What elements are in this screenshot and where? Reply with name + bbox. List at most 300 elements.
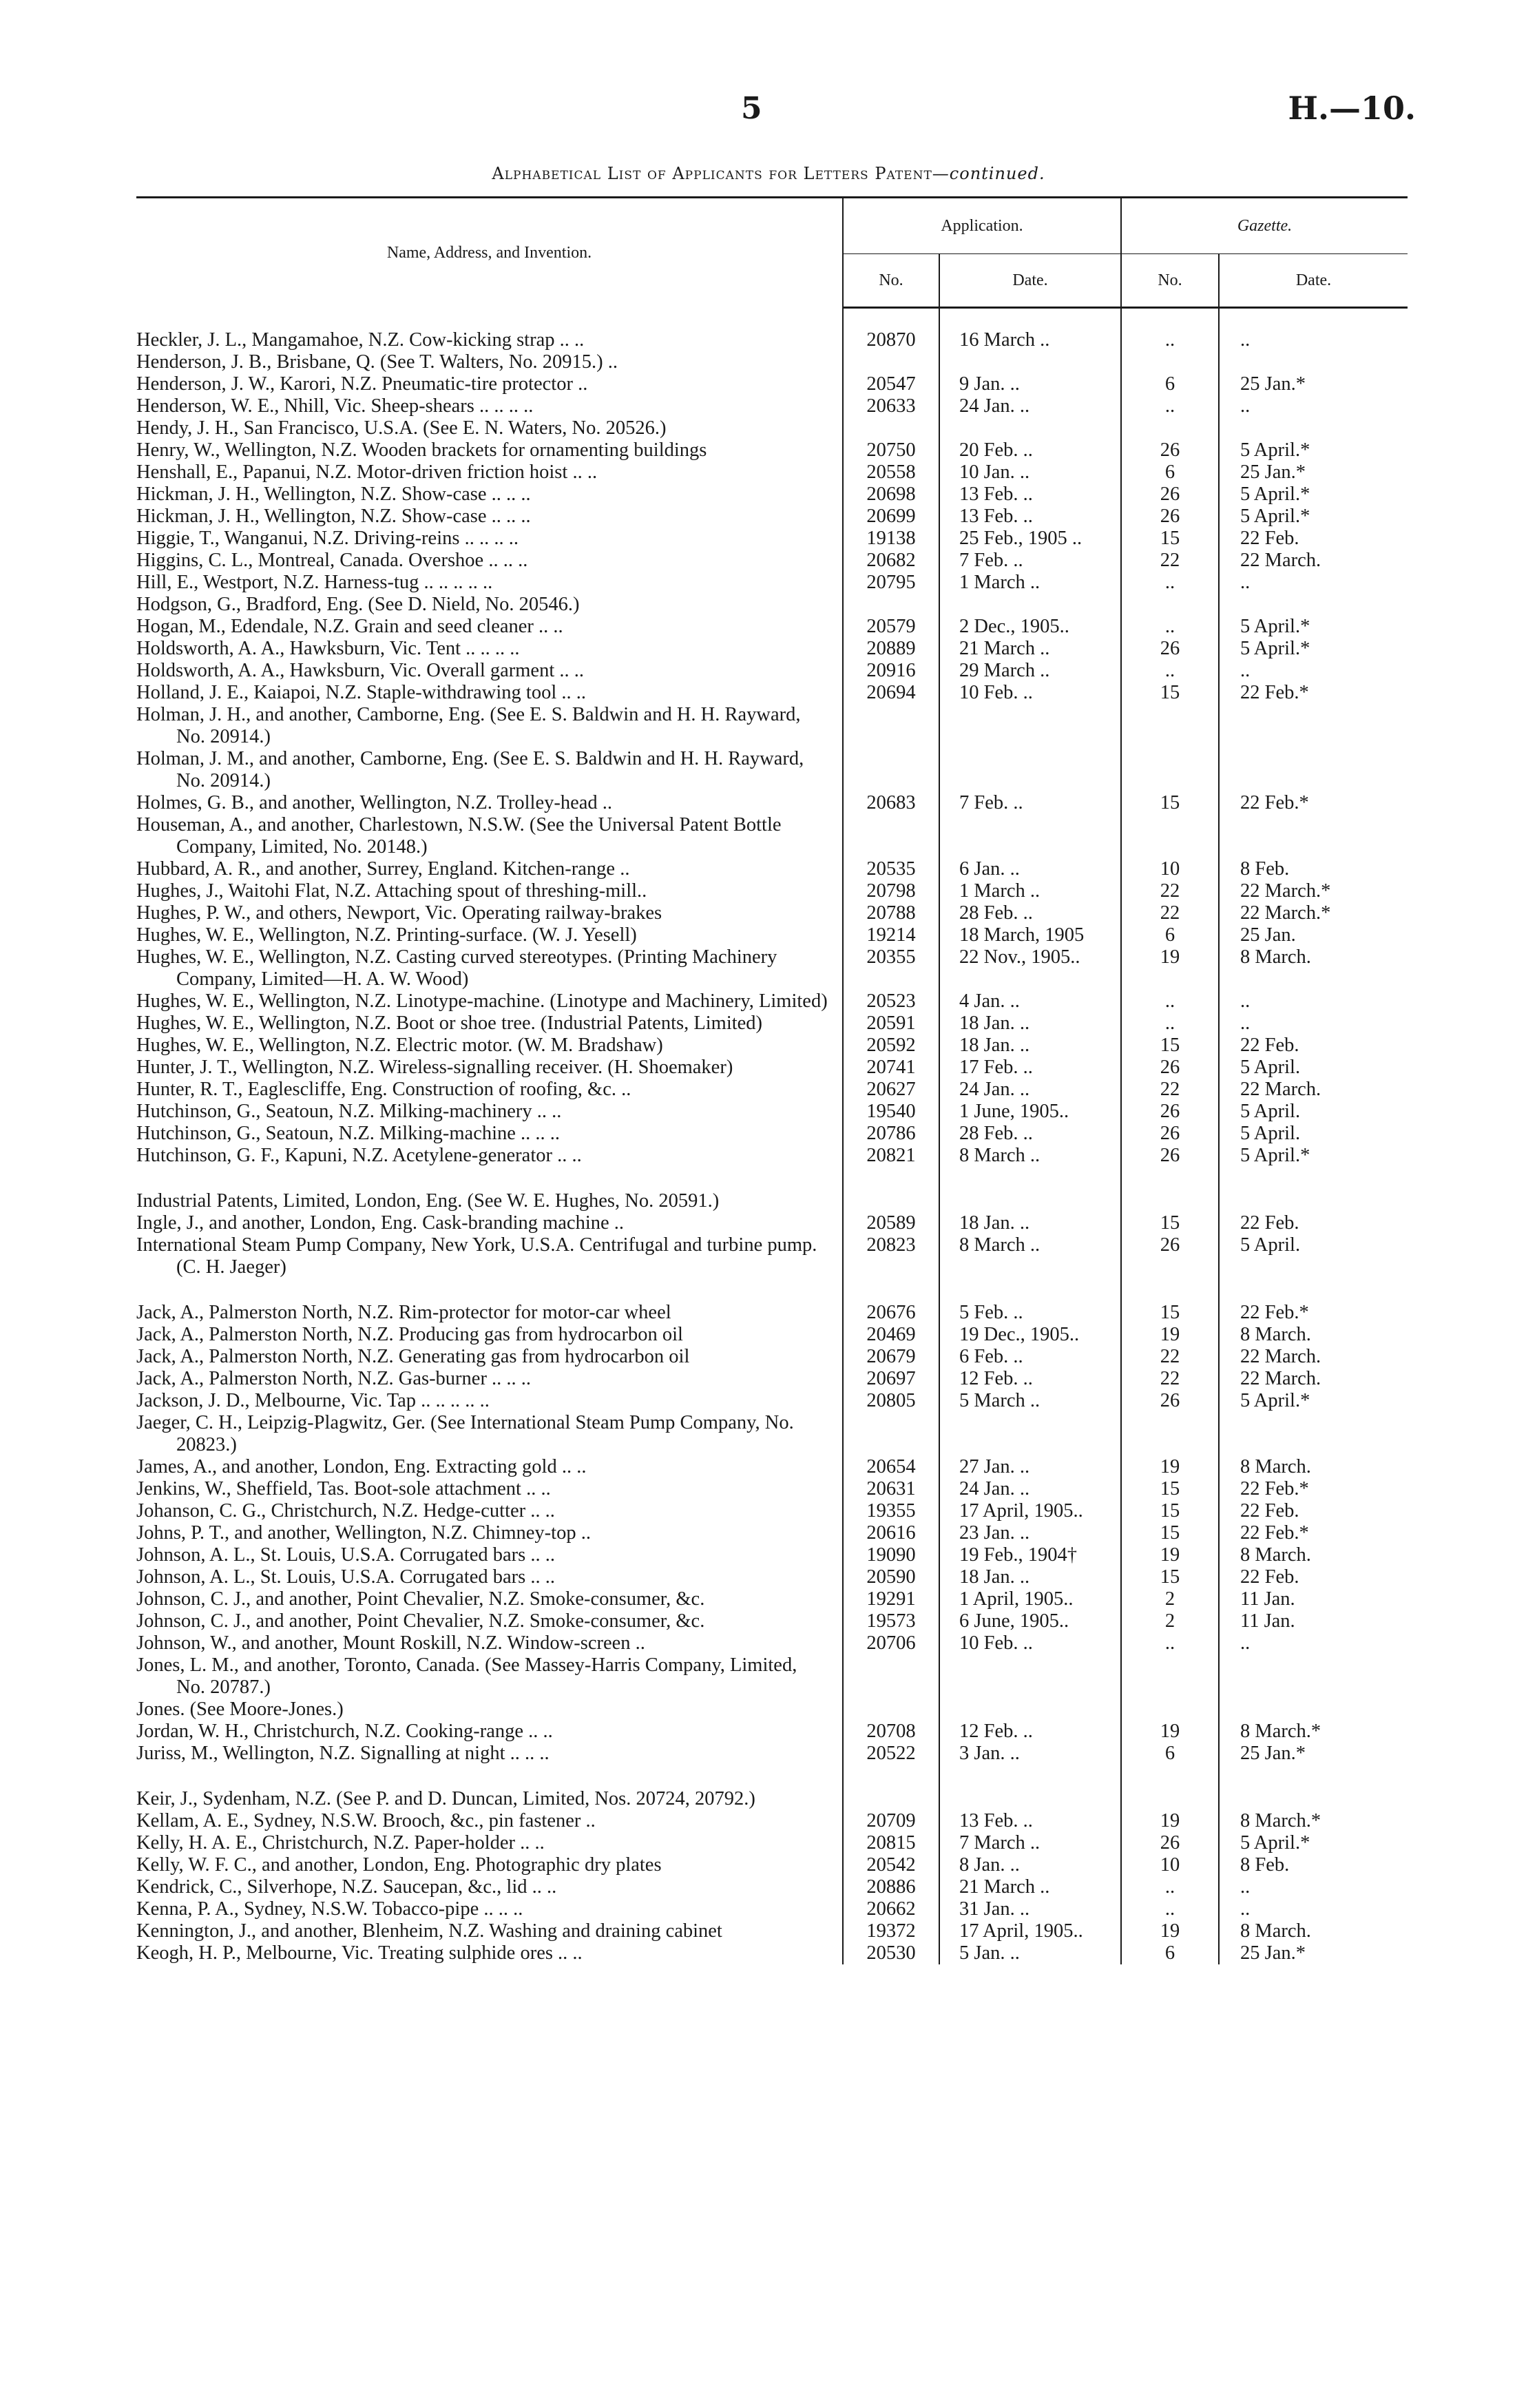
gazette-number-cell: .. — [1121, 616, 1219, 638]
application-number-cell: 20815 — [843, 1832, 939, 1854]
gazette-date-cell: .. — [1219, 990, 1408, 1013]
applicant-name-cell — [136, 1013, 843, 1035]
gazette-date-cell: 25 Jan.* — [1219, 373, 1408, 395]
gazette-number-cell: 2 — [1121, 1588, 1219, 1610]
application-number-cell: 20741 — [843, 1057, 939, 1079]
gazette-number-cell: 6 — [1121, 1942, 1219, 1964]
application-number-cell: 20591 — [843, 1013, 939, 1035]
gazette-number-cell: 26 — [1121, 506, 1219, 528]
gazette-number-cell: 6 — [1121, 461, 1219, 484]
gazette-date-cell: 22 Feb.* — [1219, 1302, 1408, 1324]
applicant-name-cell — [136, 1566, 843, 1588]
gazette-number-cell — [1121, 748, 1219, 792]
column-header-gaz-date: Date. — [1219, 254, 1408, 308]
gazette-date-cell: 8 March. — [1219, 1920, 1408, 1942]
gazette-number-cell: 15 — [1121, 792, 1219, 814]
running-title — [0, 164, 1537, 183]
applicant-name-text: Hodgson, G., Bradford, Eng. (See D. Nield, No. 20546.) — [136, 594, 580, 615]
application-date-cell: 1 April, 1905.. — [939, 1588, 1121, 1610]
gap-cell — [1219, 1167, 1408, 1190]
applicant-name-cell — [136, 1035, 843, 1057]
gazette-date-cell: .. — [1219, 329, 1408, 351]
application-number-cell: 20697 — [843, 1368, 939, 1390]
application-number-cell: 20795 — [843, 572, 939, 594]
gazette-number-cell — [1121, 1654, 1219, 1699]
applicant-name-text: Henshall, E., Papanui, N.Z. Motor-driven friction hoist .. .. — [136, 461, 598, 483]
table-row — [136, 1212, 1408, 1234]
table-row — [136, 1610, 1408, 1632]
gazette-date-cell: 8 Feb. — [1219, 858, 1408, 880]
applicant-name-cell — [136, 1743, 843, 1765]
applicant-name-text: Jordan, W. H., Christchurch, N.Z. Cooking-range .. .. — [136, 1721, 553, 1742]
gazette-number-cell — [1121, 417, 1219, 439]
gazette-number-cell: .. — [1121, 395, 1219, 417]
application-number-cell: 19214 — [843, 924, 939, 946]
gap-cell — [843, 1765, 939, 1788]
applicant-name-cell — [136, 1810, 843, 1832]
application-date-cell: 5 Feb. .. — [939, 1302, 1121, 1324]
application-date-cell: 16 March .. — [939, 329, 1121, 351]
gap-cell — [1121, 1278, 1219, 1302]
applicant-name-text: Hutchinson, G., Seatoun, N.Z. Milking-machine .. .. .. — [136, 1123, 561, 1144]
applicant-name-cell — [136, 1368, 843, 1390]
application-number-cell: 20627 — [843, 1079, 939, 1101]
application-date-cell: 6 Feb. .. — [939, 1346, 1121, 1368]
applicant-name-cell — [136, 682, 843, 704]
gazette-number-cell: .. — [1121, 329, 1219, 351]
gazette-number-cell: 26 — [1121, 1832, 1219, 1854]
applicant-name-cell — [136, 1876, 843, 1898]
applicant-name-text: Jaeger, C. H., Leipzig-Plagwitz, Ger. (See International Steam Pump Company, No. 20823.) — [136, 1412, 794, 1455]
table-row — [136, 1522, 1408, 1544]
application-number-cell — [843, 417, 939, 439]
gap-cell — [843, 1167, 939, 1190]
application-date-cell: 17 Feb. .. — [939, 1057, 1121, 1079]
gazette-number-cell: .. — [1121, 1632, 1219, 1654]
application-date-cell — [939, 1788, 1121, 1810]
table-row — [136, 814, 1408, 858]
gazette-date-cell: .. — [1219, 1876, 1408, 1898]
gazette-date-cell: 22 Feb.* — [1219, 792, 1408, 814]
application-number-cell: 20821 — [843, 1145, 939, 1167]
gazette-date-cell: 5 April.* — [1219, 439, 1408, 461]
gazette-date-cell: 22 March. — [1219, 550, 1408, 572]
table-row — [136, 1456, 1408, 1478]
column-header-app-no: No. — [843, 254, 939, 308]
gazette-date-cell: 22 March. — [1219, 1368, 1408, 1390]
gazette-number-cell: 15 — [1121, 1522, 1219, 1544]
table-row — [136, 1013, 1408, 1035]
applicant-name-cell — [136, 660, 843, 682]
gazette-date-cell: 5 April.* — [1219, 1832, 1408, 1854]
applicant-name-text: Jack, A., Palmerston North, N.Z. Producing gas from hydrocarbon oil — [136, 1324, 683, 1345]
gazette-date-cell: .. — [1219, 1632, 1408, 1654]
gazette-number-cell: 22 — [1121, 1079, 1219, 1101]
application-date-cell: 6 Jan. .. — [939, 858, 1121, 880]
applicant-name-text: Kelly, W. F. C., and another, London, Eng. Photographic dry plates — [136, 1854, 662, 1876]
applicant-name-cell — [136, 1721, 843, 1743]
applicant-name-text: Juriss, M., Wellington, N.Z. Signalling at night .. .. .. — [136, 1743, 550, 1764]
applicant-name-text: Johnson, A. L., St. Louis, U.S.A. Corrugated bars .. .. — [136, 1544, 555, 1566]
gazette-date-cell: .. — [1219, 395, 1408, 417]
applicant-name-text: Holman, J. M., and another, Camborne, Eng. (See E. S. Baldwin and H. H. Rayward, No. 20914.) — [136, 748, 804, 791]
application-number-cell: 20558 — [843, 461, 939, 484]
table-row — [136, 1057, 1408, 1079]
applicant-name-cell — [136, 1832, 843, 1854]
application-date-cell: 18 Jan. .. — [939, 1212, 1121, 1234]
gazette-date-cell — [1219, 704, 1408, 748]
application-date-cell: 9 Jan. .. — [939, 373, 1121, 395]
application-date-cell — [939, 594, 1121, 616]
applicant-name-text: Jack, A., Palmerston North, N.Z. Generating gas from hydrocarbon oil — [136, 1346, 690, 1367]
table-row — [136, 1876, 1408, 1898]
gazette-date-cell: 5 April.* — [1219, 1145, 1408, 1167]
application-number-cell: 20547 — [843, 373, 939, 395]
application-number-cell: 20542 — [843, 1854, 939, 1876]
application-date-cell: 8 March .. — [939, 1145, 1121, 1167]
gazette-date-cell: .. — [1219, 1898, 1408, 1920]
applicant-name-text: Keir, J., Sydenham, N.Z. (See P. and D. Duncan, Limited, Nos. 20724, 20792.) — [136, 1788, 755, 1809]
table-row — [136, 1478, 1408, 1500]
applicant-name-cell — [136, 1522, 843, 1544]
application-date-cell — [939, 1190, 1121, 1212]
applicant-name-cell — [136, 748, 843, 792]
table-row — [136, 1898, 1408, 1920]
gazette-date-cell: 22 March. — [1219, 1079, 1408, 1101]
gazette-date-cell — [1219, 1190, 1408, 1212]
applicant-name-cell — [136, 417, 843, 439]
applicant-name-text: James, A., and another, London, Eng. Extracting gold .. .. — [136, 1456, 587, 1477]
application-number-cell: 20589 — [843, 1212, 939, 1234]
applicant-name-text: Jenkins, W., Sheffield, Tas. Boot-sole attachment .. .. — [136, 1478, 551, 1499]
gazette-number-cell: 26 — [1121, 439, 1219, 461]
applicant-name-cell — [136, 946, 843, 990]
table-row — [136, 858, 1408, 880]
application-number-cell: 20870 — [843, 329, 939, 351]
gazette-date-cell: 8 March. — [1219, 1324, 1408, 1346]
applicant-name-cell — [136, 704, 843, 748]
gazette-number-cell: 19 — [1121, 1920, 1219, 1942]
applicant-name-text: Heckler, J. L., Mangamahoe, N.Z. Cow-kicking strap .. .. — [136, 329, 585, 351]
application-number-cell: 20805 — [843, 1390, 939, 1412]
gazette-number-cell: 15 — [1121, 682, 1219, 704]
application-date-cell: 20 Feb. .. — [939, 439, 1121, 461]
applicant-name-text: Jack, A., Palmerston North, N.Z. Gas-burner .. .. .. — [136, 1368, 532, 1389]
applicant-name-text: Higgins, C. L., Montreal, Canada. Overshoe .. .. .. — [136, 550, 528, 571]
running-title-italic: continued. — [949, 164, 1045, 183]
application-number-cell: 20633 — [843, 395, 939, 417]
application-number-cell: 20592 — [843, 1035, 939, 1057]
applicant-name-cell — [136, 1610, 843, 1632]
application-date-cell: 7 Feb. .. — [939, 792, 1121, 814]
application-number-cell: 20694 — [843, 682, 939, 704]
application-number-cell: 20631 — [843, 1478, 939, 1500]
applicant-name-text: Henderson, J. W., Karori, N.Z. Pneumatic-tire protector .. — [136, 373, 588, 395]
gazette-date-cell: .. — [1219, 660, 1408, 682]
application-number-cell: 20469 — [843, 1324, 939, 1346]
gazette-date-cell — [1219, 748, 1408, 792]
gazette-date-cell: 8 March.* — [1219, 1810, 1408, 1832]
applicant-name-cell — [136, 1632, 843, 1654]
applicant-name-text: Holman, J. H., and another, Camborne, Eng. (See E. S. Baldwin and H. H. Rayward, No. 20914.) — [136, 704, 801, 747]
application-number-cell: 20523 — [843, 990, 939, 1013]
gazette-date-cell: 5 April.* — [1219, 1390, 1408, 1412]
applicant-name-text: Hickman, J. H., Wellington, N.Z. Show-case .. .. .. — [136, 484, 531, 505]
gazette-number-cell — [1121, 1699, 1219, 1721]
application-date-cell: 13 Feb. .. — [939, 506, 1121, 528]
applicant-name-cell — [136, 439, 843, 461]
applicant-name-cell — [136, 1145, 843, 1167]
gazette-date-cell: 25 Jan.* — [1219, 461, 1408, 484]
application-date-cell: 19 Dec., 1905.. — [939, 1324, 1121, 1346]
applicant-name-text: Hughes, W. E., Wellington, N.Z. Electric motor. (W. M. Bradshaw) — [136, 1035, 663, 1056]
table-row — [136, 1145, 1408, 1167]
application-number-cell — [843, 594, 939, 616]
table-row — [136, 1079, 1408, 1101]
gazette-date-cell: 8 March.* — [1219, 1721, 1408, 1743]
gazette-date-cell: 8 March. — [1219, 1456, 1408, 1478]
applicant-name-cell — [136, 990, 843, 1013]
gap-cell — [1219, 1278, 1408, 1302]
application-number-cell: 20750 — [843, 439, 939, 461]
gazette-number-cell: 6 — [1121, 373, 1219, 395]
gazette-date-cell: 5 April.* — [1219, 616, 1408, 638]
applicant-name-cell — [136, 1699, 843, 1721]
section-gap — [136, 1765, 1408, 1788]
application-date-cell: 22 Nov., 1905.. — [939, 946, 1121, 990]
applicant-name-cell — [136, 1079, 843, 1101]
gazette-number-cell — [1121, 594, 1219, 616]
gazette-date-cell: 22 Feb. — [1219, 1035, 1408, 1057]
gazette-number-cell: 10 — [1121, 1854, 1219, 1876]
gap-cell — [939, 1278, 1121, 1302]
gazette-number-cell: 6 — [1121, 1743, 1219, 1765]
application-number-cell: 20698 — [843, 484, 939, 506]
application-number-cell — [843, 1699, 939, 1721]
applicant-name-cell — [136, 461, 843, 484]
application-number-cell: 20706 — [843, 1632, 939, 1654]
table-row — [136, 902, 1408, 924]
applicant-name-text: Henry, W., Wellington, N.Z. Wooden brackets for ornamenting buildings — [136, 439, 707, 461]
applicant-name-text: Holmes, G. B., and another, Wellington, N.Z. Trolley-head .. — [136, 792, 613, 813]
application-date-cell: 24 Jan. .. — [939, 1478, 1121, 1500]
gazette-number-cell: 22 — [1121, 1346, 1219, 1368]
gazette-date-cell: 22 Feb.* — [1219, 682, 1408, 704]
table-row — [136, 1788, 1408, 1810]
table-row — [136, 1035, 1408, 1057]
applicant-name-text: Holland, J. E., Kaiapoi, N.Z. Staple-withdrawing tool .. .. — [136, 682, 587, 703]
application-number-cell — [843, 1654, 939, 1699]
table-row — [136, 1588, 1408, 1610]
document-code: H.—10. — [1288, 90, 1416, 127]
applicant-name-text: Hunter, J. T., Wellington, N.Z. Wireless-signalling receiver. (H. Shoemaker) — [136, 1057, 733, 1078]
applicant-name-cell — [136, 373, 843, 395]
gazette-date-cell — [1219, 1699, 1408, 1721]
applicant-name-cell — [136, 1212, 843, 1234]
table-row — [136, 1123, 1408, 1145]
gazette-date-cell — [1219, 1788, 1408, 1810]
applicant-name-text: Johanson, C. G., Christchurch, N.Z. Hedge-cutter .. .. — [136, 1500, 555, 1522]
applicant-name-text: Henderson, J. B., Brisbane, Q. (See T. Walters, No. 20915.) .. — [136, 351, 618, 373]
applicant-name-text: Kellam, A. E., Sydney, N.S.W. Brooch, &c., pin fastener .. — [136, 1810, 596, 1831]
application-number-cell: 20683 — [843, 792, 939, 814]
applicant-name-cell — [136, 572, 843, 594]
application-date-cell: 12 Feb. .. — [939, 1368, 1121, 1390]
applicant-name-text: Jones, L. M., and another, Toronto, Canada. (See Massey-Harris Company, Limited, No. 20787.) — [136, 1654, 797, 1698]
applicant-name-cell — [136, 1500, 843, 1522]
gazette-date-cell: 5 April. — [1219, 1101, 1408, 1123]
application-number-cell: 20355 — [843, 946, 939, 990]
applicant-name-text: Houseman, A., and another, Charlestown, N.S.W. (See the Universal Patent Bottle Company, Limited, No. 20148.) — [136, 814, 782, 858]
application-number-cell: 20535 — [843, 858, 939, 880]
application-date-cell: 1 March .. — [939, 880, 1121, 902]
applicant-name-text: Hickman, J. H., Wellington, N.Z. Show-case .. .. .. — [136, 506, 531, 527]
applicant-name-text: Kendrick, C., Silverhope, N.Z. Saucepan, &c., lid .. .. — [136, 1876, 557, 1898]
application-date-cell: 24 Jan. .. — [939, 1079, 1121, 1101]
gazette-number-cell: 19 — [1121, 1324, 1219, 1346]
applicant-name-text: Hubbard, A. R., and another, Surrey, England. Kitchen-range .. — [136, 858, 630, 880]
column-header-gaz-no: No. — [1121, 254, 1219, 308]
applicant-name-text: Hendy, J. H., San Francisco, U.S.A. (See E. N. Waters, No. 20526.) — [136, 417, 667, 439]
application-number-cell — [843, 814, 939, 858]
gazette-date-cell: 25 Jan. — [1219, 924, 1408, 946]
application-number-cell: 20676 — [843, 1302, 939, 1324]
gazette-number-cell: 15 — [1121, 1478, 1219, 1500]
table-row — [136, 1566, 1408, 1588]
application-number-cell — [843, 1788, 939, 1810]
application-date-cell: 5 Jan. .. — [939, 1942, 1121, 1964]
gazette-number-cell: 26 — [1121, 1123, 1219, 1145]
application-number-cell: 20709 — [843, 1810, 939, 1832]
applicant-name-text: Kenna, P. A., Sydney, N.S.W. Tobacco-pipe .. .. .. — [136, 1898, 523, 1920]
gazette-date-cell: 22 Feb. — [1219, 1212, 1408, 1234]
table-row — [136, 1920, 1408, 1942]
applicants-table — [136, 196, 1408, 1964]
applicant-name-cell — [136, 351, 843, 373]
applicant-name-cell — [136, 1346, 843, 1368]
gazette-number-cell: 26 — [1121, 1145, 1219, 1167]
applicant-name-text: Hughes, J., Waitohi Flat, N.Z. Attaching spout of threshing-mill.. — [136, 880, 647, 902]
application-number-cell: 19291 — [843, 1588, 939, 1610]
applicants-table-body — [136, 308, 1408, 1965]
application-date-cell: 19 Feb., 1904† — [939, 1544, 1121, 1566]
table-row — [136, 1632, 1408, 1654]
gazette-number-cell: 19 — [1121, 1544, 1219, 1566]
application-date-cell: 4 Jan. .. — [939, 990, 1121, 1013]
application-number-cell: 20590 — [843, 1566, 939, 1588]
table-row — [136, 1324, 1408, 1346]
application-date-cell — [939, 1699, 1121, 1721]
applicant-name-cell — [136, 1234, 843, 1278]
table-row — [136, 1743, 1408, 1765]
table-row — [136, 439, 1408, 461]
applicant-name-cell — [136, 1324, 843, 1346]
applicant-name-text: Hutchinson, G. F., Kapuni, N.Z. Acetylene-generator .. .. — [136, 1145, 582, 1166]
application-date-cell: 7 Feb. .. — [939, 550, 1121, 572]
application-number-cell: 20679 — [843, 1346, 939, 1368]
application-date-cell: 1 June, 1905.. — [939, 1101, 1121, 1123]
gazette-date-cell: 22 March.* — [1219, 880, 1408, 902]
gazette-date-cell — [1219, 417, 1408, 439]
application-date-cell — [939, 1412, 1121, 1456]
applicant-name-cell — [136, 594, 843, 616]
applicant-name-cell — [136, 1412, 843, 1456]
table-row — [136, 638, 1408, 660]
gazette-number-cell: .. — [1121, 1876, 1219, 1898]
application-date-cell: 24 Jan. .. — [939, 395, 1121, 417]
gazette-number-cell: 15 — [1121, 528, 1219, 550]
table-row — [136, 946, 1408, 990]
application-date-cell: 27 Jan. .. — [939, 1456, 1121, 1478]
application-date-cell: 28 Feb. .. — [939, 1123, 1121, 1145]
application-date-cell — [939, 1654, 1121, 1699]
column-header-application: Application. — [843, 198, 1121, 254]
application-date-cell: 21 March .. — [939, 1876, 1121, 1898]
applicant-name-text: Holdsworth, A. A., Hawksburn, Vic. Tent .. .. .. .. — [136, 638, 520, 659]
gazette-number-cell: 26 — [1121, 1234, 1219, 1278]
page-number: 5 — [741, 91, 762, 126]
application-date-cell: 23 Jan. .. — [939, 1522, 1121, 1544]
application-date-cell: 8 Jan. .. — [939, 1854, 1121, 1876]
application-date-cell: 10 Feb. .. — [939, 682, 1121, 704]
applicant-name-cell — [136, 1101, 843, 1123]
application-number-cell: 20699 — [843, 506, 939, 528]
application-number-cell: 20682 — [843, 550, 939, 572]
table-row — [136, 329, 1408, 351]
gazette-number-cell: 26 — [1121, 484, 1219, 506]
application-number-cell: 20786 — [843, 1123, 939, 1145]
application-number-cell: 20654 — [843, 1456, 939, 1478]
table-row — [136, 1412, 1408, 1456]
application-number-cell: 19372 — [843, 1920, 939, 1942]
applicant-name-text: Higgie, T., Wanganui, N.Z. Driving-reins .. .. .. .. — [136, 528, 519, 549]
table-row — [136, 1346, 1408, 1368]
gazette-date-cell: 5 April. — [1219, 1123, 1408, 1145]
table-row — [136, 1654, 1408, 1699]
application-date-cell: 8 March .. — [939, 1234, 1121, 1278]
applicant-name-text: Hughes, W. E., Wellington, N.Z. Casting curved stereotypes. (Printing Machinery Company, Limited—H. A. W. Wood) — [136, 946, 777, 990]
application-date-cell: 2 Dec., 1905.. — [939, 616, 1121, 638]
application-date-cell: 17 April, 1905.. — [939, 1500, 1121, 1522]
gazette-date-cell: 5 April. — [1219, 1057, 1408, 1079]
applicant-name-cell — [136, 638, 843, 660]
application-number-cell: 20886 — [843, 1876, 939, 1898]
applicant-name-text: Holdsworth, A. A., Hawksburn, Vic. Overall garment .. .. — [136, 660, 585, 681]
application-date-cell: 28 Feb. .. — [939, 902, 1121, 924]
section-gap — [136, 1167, 1408, 1190]
applicant-name-text: Jack, A., Palmerston North, N.Z. Rim-protector for motor-car wheel — [136, 1302, 671, 1323]
table-row — [136, 417, 1408, 439]
table-row — [136, 682, 1408, 704]
application-date-cell — [939, 748, 1121, 792]
application-date-cell: 18 Jan. .. — [939, 1566, 1121, 1588]
gazette-number-cell — [1121, 704, 1219, 748]
applicant-name-cell — [136, 1456, 843, 1478]
gazette-number-cell: 6 — [1121, 924, 1219, 946]
applicant-name-cell — [136, 484, 843, 506]
column-header-name: Name, Address, and Invention. — [136, 198, 843, 308]
application-date-cell: 3 Jan. .. — [939, 1743, 1121, 1765]
applicant-name-text: Hill, E., Westport, N.Z. Harness-tug .. .. .. .. .. — [136, 572, 493, 593]
application-date-cell — [939, 351, 1121, 373]
table-row — [136, 528, 1408, 550]
applicant-name-cell — [136, 550, 843, 572]
application-number-cell — [843, 704, 939, 748]
application-date-cell: 12 Feb. .. — [939, 1721, 1121, 1743]
table-row — [136, 924, 1408, 946]
table-row — [136, 1190, 1408, 1212]
application-date-cell: 31 Jan. .. — [939, 1898, 1121, 1920]
